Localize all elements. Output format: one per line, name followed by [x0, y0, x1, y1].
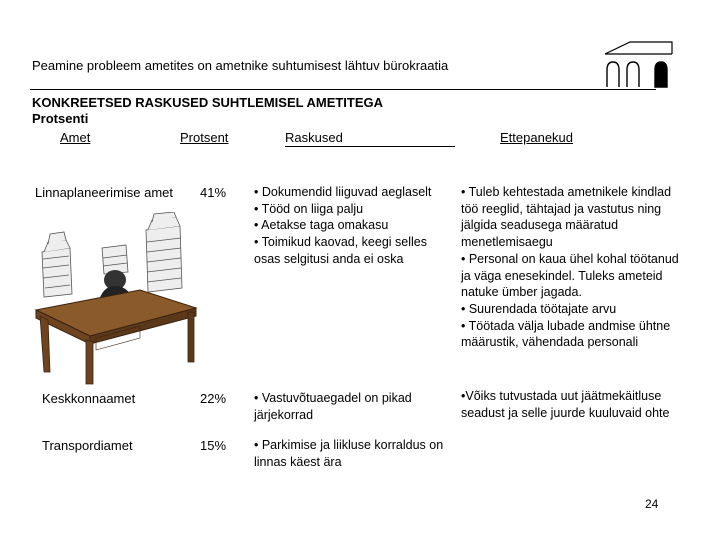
list-item: • Vastuvõtuaegadel on pikad järjekorrad: [254, 391, 412, 422]
list-item: • Suurendada töötajate arvu: [461, 301, 617, 316]
paper-stack-center: [102, 245, 128, 274]
list-item: • Tööd on liiga palju: [254, 201, 364, 216]
list-item: • Töötada välja lubade andmise ühtne määrustik, vähendada personali: [461, 318, 671, 350]
paper-stack-left: [42, 232, 72, 297]
column-header-underline: [285, 146, 455, 147]
page-number: 24: [645, 497, 659, 511]
paper-stack-right: [146, 212, 182, 292]
column-header-ettepanekud: Ettepanekud: [500, 130, 574, 145]
row-amet: Transpordiamet: [42, 438, 133, 453]
row-protsent: 15%: [200, 438, 227, 453]
section-title: KONKREETSED RASKUSED SUHTLEMISEL AMETITEGA: [32, 95, 384, 110]
row-protsent: 41%: [200, 185, 227, 200]
column-header-amet: Amet: [60, 130, 91, 145]
row-protsent: 22%: [200, 391, 227, 406]
list-item: • Tuleb kehtestada ametnikele kindlad töö reeglid, tähtajad ja vastutus ning jälgida seadusega määratud menetlemisaegu: [461, 185, 672, 250]
column-header-raskused: Raskused: [285, 130, 343, 145]
page-title: Peamine probleem ametites on ametnike suhtumisest lähtuv bürokraatia: [32, 58, 449, 73]
row-amet: Keskkonnaamet: [42, 391, 136, 406]
row-raskused-list: [254, 390, 454, 423]
list-item: • Dokumendid liiguvad aeglaselt: [254, 185, 432, 199]
list-item: • Parkimise ja liikluse korraldus on linnas käest ära: [254, 438, 444, 469]
list-item: • Toimikud kaovad, keegi selles osas selgitusi anda ei oska: [254, 235, 427, 266]
desk-with-paper-stacks-illustration: [30, 212, 200, 387]
row-ettepanekud-list: [461, 388, 706, 421]
header-divider: [30, 89, 656, 90]
column-header-protsent: Protsent: [180, 130, 229, 145]
list-item: • Personal on kaua ühel kohal töötanud ja väga enesekindel. Tuleks ameteid natuke ümber jagada.: [461, 251, 679, 300]
section-subtitle: Protsenti: [32, 111, 89, 126]
row-raskused-list: [254, 437, 454, 470]
building-icon: [600, 40, 678, 90]
list-item: •Võiks tutvustada uut jäätmekäitluse seadust ja selle juurde kuuluvaid ohte: [461, 389, 670, 420]
row-raskused-list: [254, 184, 454, 268]
row-amet: Linnaplaneerimise amet: [35, 185, 174, 200]
list-item: • Aetakse taga omakasu: [254, 218, 389, 233]
row-ettepanekud-list: [461, 184, 686, 351]
